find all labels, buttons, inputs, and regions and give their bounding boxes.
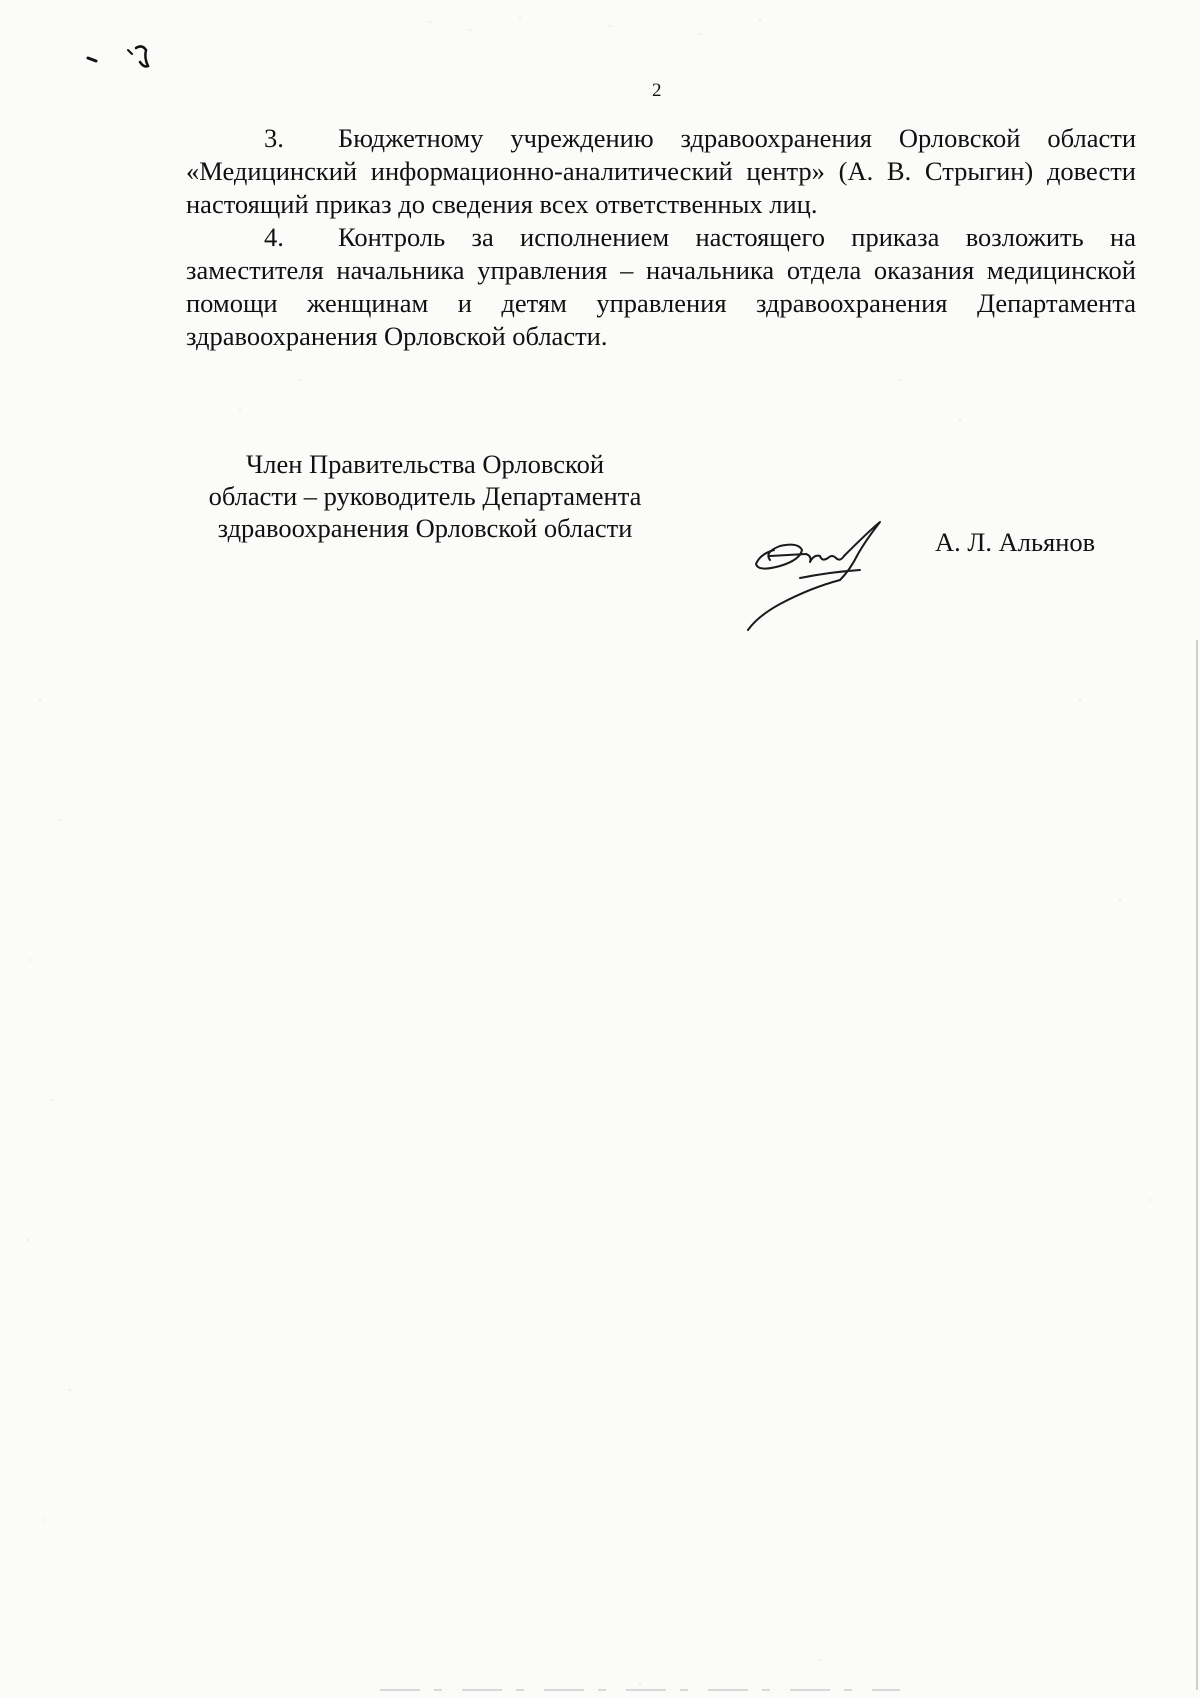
- signer-position: [180, 448, 670, 544]
- signer-position-line: области – руководитель Департамента: [208, 481, 642, 511]
- page-number: 2: [652, 80, 662, 101]
- signer-name: А. Л. Альянов: [935, 527, 1096, 557]
- paragraph-3: [186, 122, 1136, 221]
- paragraph-text: Контроль за исполнением настоящего приказа возложить на заместителя начальника управления – начальника отдела оказания медицинской помощи женщинам и детям управления здравоохранения Департамента здравоохранения Орловской области.: [186, 222, 1136, 351]
- signer-position-line: Член Правительства Орловской: [246, 449, 604, 479]
- paragraph-number: 4.: [264, 222, 284, 252]
- paragraph-text: Бюджетному учреждению здравоохранения Орловской области «Медицинский информационно-аналитический центр» (А. В. Стрыгин) довести настоящий приказ до сведения всех ответственных лиц.: [186, 123, 1136, 219]
- scan-mark: [84, 40, 174, 80]
- paragraph-4: [186, 221, 1136, 353]
- handwritten-signature: [740, 520, 930, 650]
- paragraph-number: 3.: [264, 123, 284, 153]
- order-body: [186, 122, 1136, 353]
- scan-edge: [1196, 640, 1198, 1690]
- signer-position-line: здравоохранения Орловской области: [217, 513, 633, 543]
